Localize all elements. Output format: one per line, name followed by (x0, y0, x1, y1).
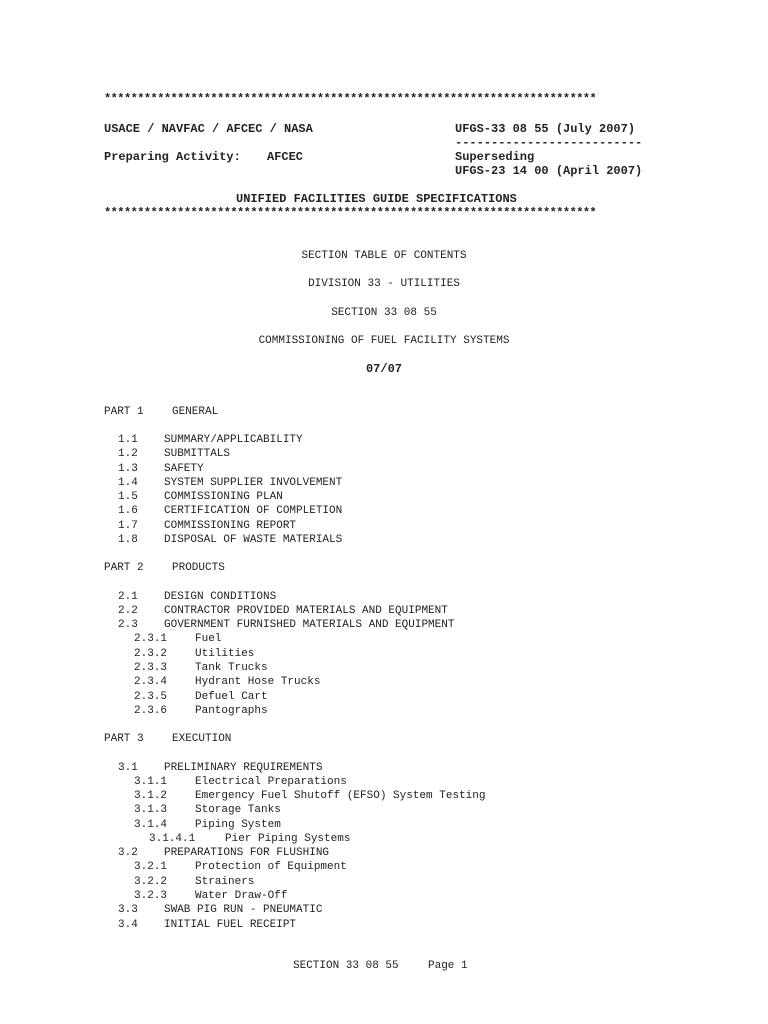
toc-item-number: 1.1 (118, 434, 138, 446)
toc-item-number: 3.1.4.1 (149, 833, 196, 845)
toc-item-number: 2.3.2 (134, 648, 168, 660)
toc-item-number: 3.1.2 (134, 790, 168, 802)
part-label: PART 3 (104, 733, 144, 745)
dash-rule: -------------------------- (455, 136, 643, 150)
toc-item-number: 3.2.3 (134, 890, 168, 902)
toc-item-title: Fuel (195, 633, 222, 645)
toc-item-title: Piping System (195, 819, 281, 831)
toc-item-title: SUBMITTALS (164, 448, 231, 460)
toc-item-title: COMMISSIONING REPORT (164, 520, 297, 532)
footer-page-number: Page 1 (428, 960, 468, 972)
agencies: USACE / NAVFAC / AFCEC / NASA (104, 122, 313, 136)
ufgs-number: UFGS-33 08 55 (July 2007) (455, 122, 636, 136)
superseding-label: Superseding (455, 150, 535, 164)
toc-item-title: Water Draw-Off (195, 890, 288, 902)
toc-item-number: 3.1.3 (134, 804, 168, 816)
part-title: EXECUTION (172, 733, 232, 745)
toc-item-title: CERTIFICATION OF COMPLETION (164, 505, 343, 517)
preparing-activity-value: AFCEC (267, 150, 304, 164)
toc-item-number: 2.2 (118, 605, 138, 617)
toc-item-title: SYSTEM SUPPLIER INVOLVEMENT (164, 477, 343, 489)
toc-item-title: INITIAL FUEL RECEIPT (164, 919, 297, 931)
toc-item-title: DISPOSAL OF WASTE MATERIALS (164, 534, 343, 546)
toc-item-title: PRELIMINARY REQUIREMENTS (164, 762, 323, 774)
toc-item-title: Pantographs (195, 705, 268, 717)
toc-item-number: 3.1 (118, 762, 138, 774)
toc-item-title: Electrical Preparations (195, 776, 347, 788)
toc-item-number: 3.2.1 (134, 861, 168, 873)
toc-item-title: SAFETY (164, 463, 204, 475)
part-label: PART 1 (104, 406, 144, 418)
toc-item-title: Hydrant Hose Trucks (195, 676, 321, 688)
toc-item-number: 1.6 (118, 505, 138, 517)
toc-item-number: 1.5 (118, 491, 138, 503)
toc-item-title: GOVERNMENT FURNISHED MATERIALS AND EQUIPMENT (164, 619, 455, 631)
toc-item-title: Strainers (195, 876, 255, 888)
toc-item-number: 3.3 (118, 904, 138, 916)
section-heading: SECTION 33 08 55 (331, 307, 437, 319)
division-heading: DIVISION 33 - UTILITIES (308, 278, 460, 290)
toc-item-title: Protection of Equipment (195, 861, 347, 873)
toc-item-title: Emergency Fuel Shutoff (EFSO) System Testing (195, 790, 486, 802)
toc-item-title: COMMISSIONING PLAN (164, 491, 283, 503)
preparing-activity-label: Preparing Activity: (104, 150, 241, 164)
toc-item-title: Defuel Cart (195, 691, 268, 703)
section-name: COMMISSIONING OF FUEL FACILITY SYSTEMS (258, 335, 510, 347)
footer-section: SECTION 33 08 55 (293, 960, 399, 972)
part-label: PART 2 (104, 562, 144, 574)
toc-item-title: SUMMARY/APPLICABILITY (164, 434, 303, 446)
toc-item-number: 2.3.5 (134, 691, 168, 703)
section-date: 07/07 (365, 362, 402, 376)
toc-item-number: 2.3 (118, 619, 138, 631)
asterisk-rule-bottom: ************************************************************************** (104, 206, 597, 220)
toc-item-title: CONTRACTOR PROVIDED MATERIALS AND EQUIPMENT (164, 605, 448, 617)
guide-title: UNIFIED FACILITIES GUIDE SPECIFICATIONS (236, 192, 517, 206)
toc-heading: SECTION TABLE OF CONTENTS (301, 250, 467, 262)
toc-item-title: Utilities (195, 648, 255, 660)
toc-item-number: 1.4 (118, 477, 138, 489)
toc-item-number: 2.3.6 (134, 705, 168, 717)
asterisk-rule-top: ************************************************************************** (104, 92, 597, 106)
toc-item-number: 2.3.3 (134, 662, 168, 674)
toc-item-title: Storage Tanks (195, 804, 281, 816)
toc-item-number: 3.2.2 (134, 876, 168, 888)
toc-item-number: 2.3.1 (134, 633, 168, 645)
toc-item-number: 1.2 (118, 448, 138, 460)
part-title: PRODUCTS (172, 562, 225, 574)
superseded-ufgs: UFGS-23 14 00 (April 2007) (455, 164, 643, 178)
toc-item-number: 3.1.4 (134, 819, 168, 831)
part-title: GENERAL (172, 406, 219, 418)
toc-item-number: 3.4 (118, 919, 138, 931)
toc-item-title: SWAB PIG RUN - PNEUMATIC (164, 904, 323, 916)
toc-item-title: Pier Piping Systems (225, 833, 351, 845)
toc-item-number: 3.1.1 (134, 776, 168, 788)
toc-item-number: 1.7 (118, 520, 138, 532)
toc-item-number: 3.2 (118, 847, 138, 859)
toc-item-number: 1.8 (118, 534, 138, 546)
toc-item-title: DESIGN CONDITIONS (164, 591, 277, 603)
toc-item-title: Tank Trucks (195, 662, 268, 674)
toc-item-number: 1.3 (118, 463, 138, 475)
toc-item-number: 2.3.4 (134, 676, 168, 688)
toc-item-title: PREPARATIONS FOR FLUSHING (164, 847, 330, 859)
toc-item-number: 2.1 (118, 591, 138, 603)
